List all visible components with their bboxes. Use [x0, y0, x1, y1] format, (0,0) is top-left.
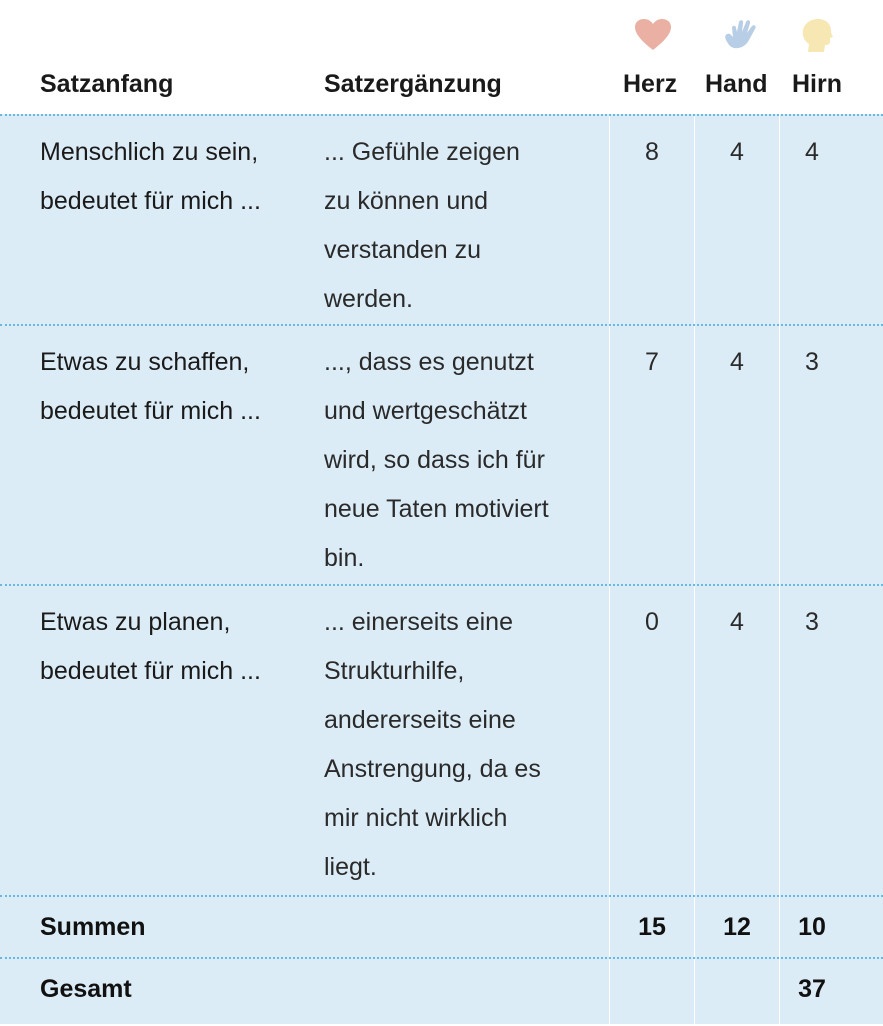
text-line: Etwas zu schaffen,: [40, 348, 250, 376]
heart-icon: [634, 18, 672, 52]
table-body: [0, 114, 883, 1024]
header-satzanfang: Satzanfang: [40, 70, 174, 98]
text-line: ... Gefühle zeigen: [324, 138, 520, 166]
row-satzergaenzung: [324, 598, 604, 892]
text-line: und wertgeschätzt: [324, 397, 527, 425]
text-line: ..., dass es genutzt: [324, 348, 534, 376]
text-line: Anstrengung, da es: [324, 755, 541, 783]
gesamt-value: 37: [798, 975, 826, 1003]
head-icon: [800, 18, 834, 54]
text-line: bin.: [324, 544, 365, 572]
score-hirn: 4: [805, 138, 819, 166]
summen-row: [0, 895, 883, 957]
text-line: andererseits eine: [324, 706, 516, 734]
text-line: Menschlich zu sein,: [40, 138, 259, 166]
score-hirn: 3: [805, 608, 819, 636]
category-icons: [0, 0, 883, 58]
text-line: bedeutet für mich ...: [40, 187, 261, 215]
header-hirn: Hirn: [792, 70, 842, 98]
score-hand: 4: [730, 608, 744, 636]
text-line: ... einerseits eine: [324, 608, 513, 636]
text-line: neue Taten motiviert: [324, 495, 549, 523]
gesamt-label: Gesamt: [40, 975, 132, 1003]
score-hirn: 3: [805, 348, 819, 376]
summen-label: Summen: [40, 913, 146, 941]
row-satzanfang: [40, 598, 310, 696]
sum-herz: 15: [638, 913, 666, 941]
score-herz: 8: [645, 138, 659, 166]
text-line: zu können und: [324, 187, 489, 215]
text-line: liegt.: [324, 853, 377, 881]
score-hand: 4: [730, 348, 744, 376]
table-header: [0, 58, 883, 114]
text-line: bedeutet für mich ...: [40, 397, 261, 425]
header-hand: Hand: [705, 70, 768, 98]
gesamt-row: [0, 957, 883, 1026]
text-line: werden.: [324, 285, 413, 313]
text-line: wird, so dass ich für: [324, 446, 545, 474]
score-hand: 4: [730, 138, 744, 166]
row-satzergaenzung: [324, 338, 604, 583]
sum-hand: 12: [723, 913, 751, 941]
score-herz: 0: [645, 608, 659, 636]
hand-icon: [722, 18, 760, 52]
text-line: Etwas zu planen,: [40, 608, 231, 636]
row-satzanfang: [40, 128, 310, 226]
text-line: mir nicht wirklich: [324, 804, 508, 832]
row-satzergaenzung: [324, 128, 604, 324]
text-line: verstanden zu: [324, 236, 482, 264]
header-herz: Herz: [623, 70, 678, 98]
header-satzergaenzung: Satzergänzung: [324, 70, 502, 98]
table-row: [0, 584, 883, 896]
table-row: [0, 324, 883, 586]
table-row: [0, 114, 883, 326]
sum-hirn: 10: [798, 913, 826, 941]
row-satzanfang: [40, 338, 310, 436]
text-line: Strukturhilfe,: [324, 657, 465, 685]
score-herz: 7: [645, 348, 659, 376]
text-line: bedeutet für mich ...: [40, 657, 261, 685]
